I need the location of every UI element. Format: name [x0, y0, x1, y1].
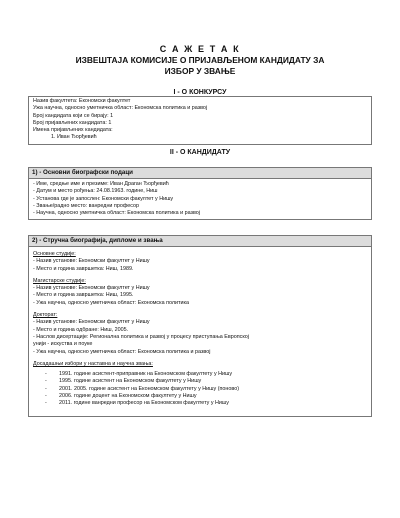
- basic-studies-label: Основне студије:: [33, 251, 76, 257]
- doctorate-label: Докторат:: [33, 312, 58, 319]
- position-item: - 1991. године асистент-приправник на Економском факултету у Нишу: [45, 371, 233, 378]
- competition-line: Ужа научна, односно уметничка област: Економска политика и развој: [33, 105, 208, 112]
- master-studies-label: Магистарске студије:: [33, 277, 86, 284]
- position-item: - 2006. године доцент на Економском факултету у Нишу: [45, 393, 197, 400]
- master-studies-line: - Назив установе: Економски факултет у Нишу: [33, 285, 150, 292]
- competition-line: Имена пријављених кандидата:: [33, 127, 113, 134]
- doctorate-line: - Ужа научна, односно уметничка област: Економска политика и развој: [33, 348, 211, 355]
- positions-label: Досадашњи избори у наставна и научна звања:: [33, 360, 153, 367]
- basic-bio-title: 1) - Основни биографски подаци: [29, 168, 371, 179]
- doctorate-line: - Наслов дисертације: Регионална политика и развој у процесу приступања Европској: [33, 333, 249, 340]
- competition-line: Број пријављених кандидата: 1: [33, 119, 112, 126]
- competition-box: [28, 96, 372, 145]
- competition-line: Назив факултета: Економски факултет: [33, 98, 131, 104]
- master-studies-line: - Ужа научна, односно уметничка област: Економска политика: [33, 299, 190, 306]
- bio-line: - Установа где је запослен: Економски факултет у Нишу: [33, 195, 174, 202]
- doctorate-line: - Место и година одбране: Ниш, 2005.: [33, 326, 129, 333]
- position-text: 1995. године асистент на Економском факултету у Нишу: [59, 378, 202, 385]
- document-subtitle-line-2: ИЗБОР У ЗВАЊЕ: [164, 66, 236, 76]
- bio-line: - Научна, односно уметничка област: Економска политика и развој: [33, 210, 200, 217]
- doctorate-line: - Назив установе: Економски факултет у Нишу: [33, 319, 150, 326]
- section-heading-candidate: II - О КАНДИДАТУ: [169, 149, 231, 156]
- professional-bio-title: 2) - Стручна биографија, дипломе и звања: [29, 236, 371, 247]
- bio-line: - Датум и место рођења: 24.08.1963. године, Ниш: [33, 188, 158, 195]
- bio-line: - Име, средње име и презиме: Иван Драган Ђорђевић: [33, 181, 169, 187]
- position-item: - 2011. године ванредни професор на Економском факултету у Нишу: [45, 400, 229, 407]
- basic-bio-box: [28, 167, 372, 220]
- bio-line: - Звање/радно место: ванредни професор: [33, 202, 140, 209]
- document-title: С А Ж Е Т А К: [159, 44, 241, 54]
- doctorate-line: унији - искуства и поуке: [33, 341, 93, 348]
- competition-line: Број кандидата који се бирају: 1: [33, 112, 114, 119]
- position-text: 2001. 2005. године асистент на Економском факултету у Нишу (поново): [59, 385, 239, 392]
- basic-studies-line: - Назив установе: Економски факултет у Нишу: [33, 258, 150, 265]
- position-text: 2011. године ванредни професор на Економском факултету у Нишу: [59, 400, 229, 407]
- competition-line: 1. Иван Ђорђевић: [51, 134, 97, 141]
- position-item: - 1995. године асистент на Економском факултету у Нишу: [45, 378, 202, 385]
- master-studies-line: - Место и година завршетка: Ниш, 1995.: [33, 292, 134, 299]
- professional-bio-box: [28, 235, 372, 417]
- document-header: [0, 0, 400, 97]
- position-text: 2006. године доцент на Економском факултету у Нишу: [59, 393, 197, 400]
- section-heading-competition: I - О КОНКУРСУ: [173, 89, 227, 96]
- position-item: - 2001. 2005. године асистент на Економском факултету у Нишу (поново): [45, 385, 239, 392]
- position-text: 1991. године асистент-приправник на Економском факултету у Нишу: [59, 371, 233, 378]
- document-subtitle-line-1: ИЗВЕШТАЈА КОМИСИЈЕ О ПРИЈАВЉЕНОМ КАНДИДАТУ ЗА: [75, 55, 325, 65]
- basic-studies-line: - Место и година завршетка: Ниш, 1989.: [33, 265, 134, 272]
